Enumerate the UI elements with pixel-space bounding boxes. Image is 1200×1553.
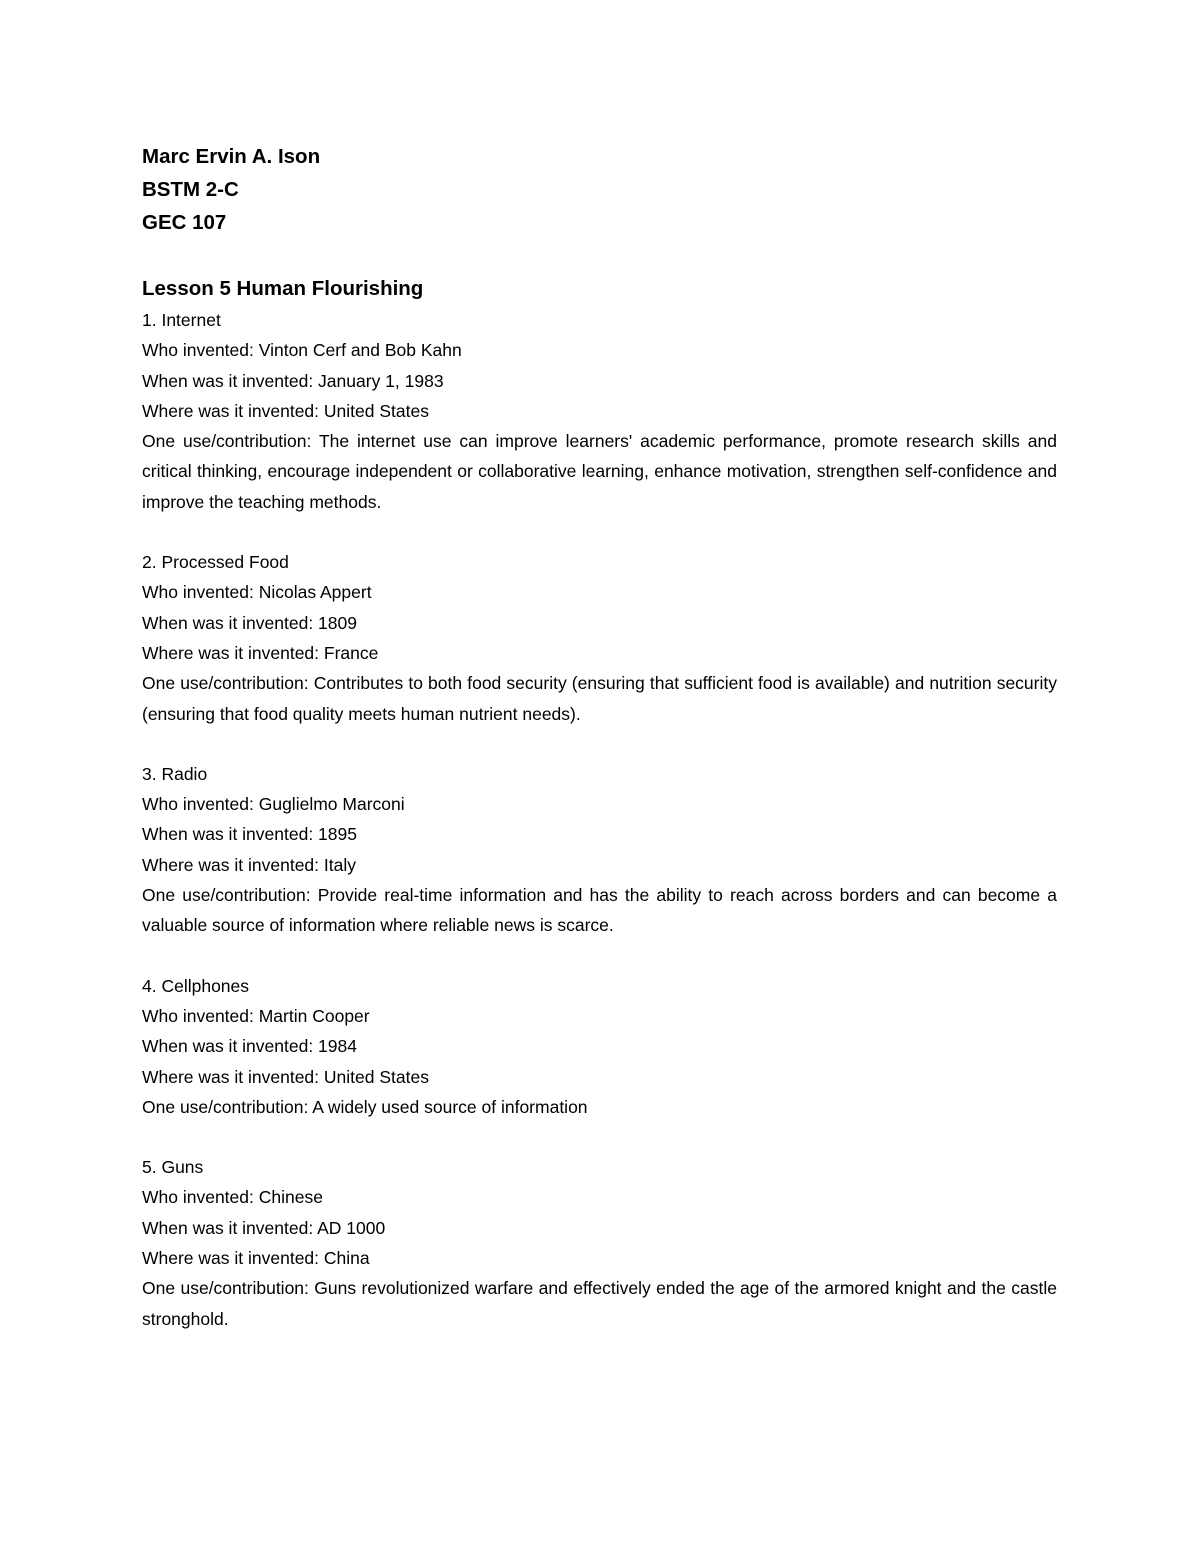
invention-item-processed-food [142,547,1057,729]
item-when: When was it invented: AD 1000 [142,1217,386,1238]
item-when: When was it invented: 1809 [142,612,357,633]
item-where: Where was it invented: United States [142,1066,429,1087]
item-where: Where was it invented: China [142,1248,370,1269]
course-code: GEC 107 [142,211,227,234]
item-who: Who invented: Martin Cooper [142,1005,370,1026]
invention-list [142,305,1057,1334]
item-heading: 5. Guns [142,1157,204,1178]
item-where: Where was it invented: United States [142,400,429,421]
item-who: Who invented: Guglielmo Marconi [142,794,405,815]
document-page [142,140,1057,1334]
item-use: One use/contribution: A widely used source of information [142,1096,588,1117]
lesson-title: Lesson 5 Human Flourishing [142,277,424,300]
item-when: When was it invented: January 1, 1983 [142,370,444,391]
item-heading: 1. Internet [142,310,221,330]
invention-item-guns [142,1152,1057,1334]
item-who: Who invented: Chinese [142,1187,323,1208]
item-when: When was it invented: 1984 [142,1036,357,1057]
item-use: One use/contribution: Guns revolutionized warfare and effectively ended the age of the armored knight and the castle stronghold. [142,1278,1057,1329]
invention-item-radio [142,759,1057,941]
invention-item-cellphones [142,971,1057,1122]
item-heading: 3. Radio [142,763,208,784]
item-where: Where was it invented: Italy [142,854,356,875]
item-heading: 2. Processed Food [142,552,289,573]
item-who: Who invented: Nicolas Appert [142,582,372,603]
student-section: BSTM 2-C [142,178,239,201]
item-heading: 4. Cellphones [142,975,250,996]
invention-item-internet [142,305,1057,517]
item-who: Who invented: Vinton Cerf and Bob Kahn [142,340,462,361]
student-name: Marc Ervin A. Ison [142,145,321,168]
item-where: Where was it invented: France [142,642,379,663]
item-use: One use/contribution: The internet use can improve learners' academic performance, promote research skills and critical thinking, encourage independent or collaborative learning, enhance motivation, strengthen self-confidence and improve the teaching methods. [142,431,1057,512]
item-use: One use/contribution: Contributes to both food security (ensuring that sufficient food is available) and nutrition security (ensuring that food quality meets human nutrient needs). [142,673,1057,724]
item-use: One use/contribution: Provide real-time information and has the ability to reach across borders and can become a valuable source of information where reliable news is scarce. [142,885,1057,936]
item-when: When was it invented: 1895 [142,824,357,845]
